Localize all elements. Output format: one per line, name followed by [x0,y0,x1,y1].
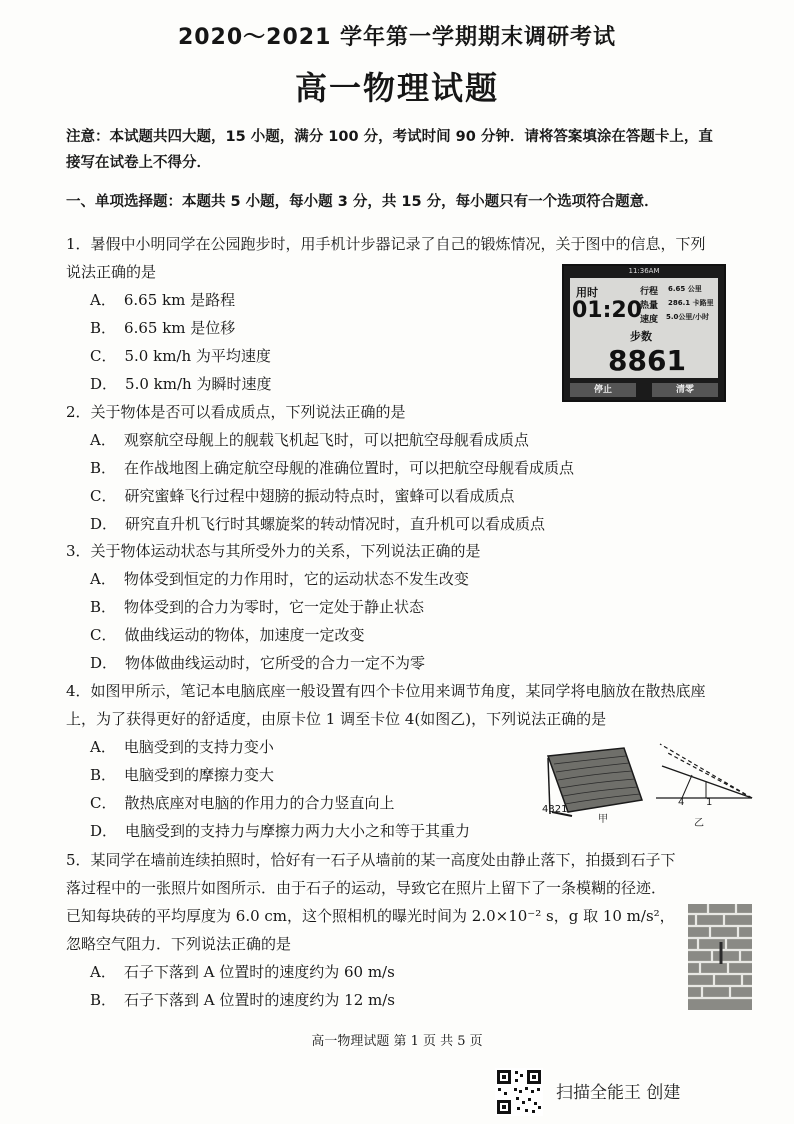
page-footer: 高一物理试题 第 1 页 共 5 页 [311,1034,483,1049]
option-d: D． 5.0 km/h 为瞬时速度 [90,375,272,393]
question-5 [66,846,680,1014]
question-stem: 3．关于物体运动状态与其所受外力的关系，下列说法正确的是 [66,542,481,560]
option-a: A． 6.65 km 是路程 [90,291,236,309]
option-c: C． 散热底座对电脑的作用力的合力竖直向上 [90,794,395,812]
angle-diagram-figure [652,738,756,808]
mark-1: 1 [706,797,713,808]
question-stem: 2．关于物体是否可以看成质点，下列说法正确的是 [66,403,406,421]
qr-code-icon [495,1068,543,1116]
stop-button: 停止 [570,383,636,397]
question-stem: 4．如图甲所示，笔记本电脑底座一般设置有四个卡位用来调节角度，某同学将电脑放在散热底座上，为了获得更好的舒适度，由原卡位 1 调至卡位 4(如图乙)，下列说法正确的是 [66,682,706,728]
pedometer-screen [570,278,718,378]
mark-4: 4 [678,797,685,808]
section-heading: 一、单项选择题：本题共 5 小题，每小题 3 分，共 15 分，每小题只有一个选项符合题意． [66,194,659,210]
cal-value: 286.1 卡路里 [668,299,714,307]
cal-label: 热量 [640,301,659,311]
option-d: D． 物体做曲线运动时，它所受的合力一定不为零 [90,654,426,672]
option-b: B． 在作战地图上确定航空母舰的准确位置时，可以把航空母舰看成质点 [90,459,575,477]
option-b: B． 6.65 km 是位移 [90,319,236,337]
dist-label: 行程 [640,287,659,297]
scanner-watermark: 扫描全能王 创建 [556,1083,681,1103]
option-b: B． 石子下落到 A 位置时的速度约为 12 m/s [90,991,395,1009]
option-c: C． 5.0 km/h 为平均速度 [90,347,271,365]
option-b: B． 物体受到的合力为零时，它一定处于静止状态 [90,598,425,616]
question-2 [66,398,716,538]
time-label: 用时 [576,286,598,299]
option-b: B． 电脑受到的摩擦力变大 [90,766,275,784]
notice: 注意：本试题共四大题，15 小题，满分 100 分，考试时间 90 分钟．请将答案填涂在答题卡上，直接写在试卷上不得分． [66,129,713,171]
option-a: A． 物体受到恒定的力作用时，它的运动状态不发生改变 [90,570,469,588]
question-stem: 5．某同学在墙前连续拍照时，恰好有一石子从墙前的某一高度处由静止落下，拍摄到石子下落过程中的一张照片如图所示．由于石子的运动，导致它在照片上留下了一条模糊的径迹．已知每块砖的平均厚度为 6.0 cm，这个照相机的曝光时间为 2.0×10⁻² s，g 取 10 m/s²，忽略空气阻力．下列说法正确的是 [66,851,676,953]
header [0,20,794,109]
speed-value: 5.0公里/小时 [666,313,709,321]
clear-button: 清零 [652,383,718,397]
option-a: A． 石子下落到 A 位置时的速度约为 60 m/s [90,963,395,981]
option-d: D． 电脑受到的支持力与摩擦力两力大小之和等于其重力 [90,822,471,840]
option-a: A． 电脑受到的支持力变小 [90,738,274,756]
option-c: C． 做曲线运动的物体，加速度一定改变 [90,626,365,644]
question-stem: 1．暑假中小明同学在公园跑步时，用手机计步器记录了自己的锻炼情况，关于图中的信息，下列说法正确的是 [66,235,706,281]
dist-value: 6.65 公里 [668,285,702,293]
steps-label: 步数 [630,330,652,343]
pedometer-clock: 11:36AM [628,267,660,275]
steps-value: 8861 [608,344,686,377]
subject-title: 高一物理试题 [294,69,499,107]
option-c: C． 研究蜜蜂飞行过程中翅膀的振动特点时，蜜蜂可以看成质点 [90,487,515,505]
pedometer-figure [562,264,726,402]
exam-title: 2020～2021 学年第一学期期末调研考试 [177,25,617,50]
figure-label-jia: 甲 [598,814,608,825]
figure-label-yi: 乙 [694,818,704,829]
option-d: D． 研究直升机飞行时其螺旋桨的转动情况时，直升机可以看成质点 [90,515,546,533]
speed-label: 速度 [640,315,659,325]
brick-wall-figure [688,904,752,1010]
question-3 [66,537,716,677]
slot-numbers: 4321 [542,804,568,815]
time-value: 01:20 [572,298,643,323]
option-a: A． 观察航空母舰上的舰载飞机起飞时，可以把航空母舰看成质点 [90,431,529,449]
